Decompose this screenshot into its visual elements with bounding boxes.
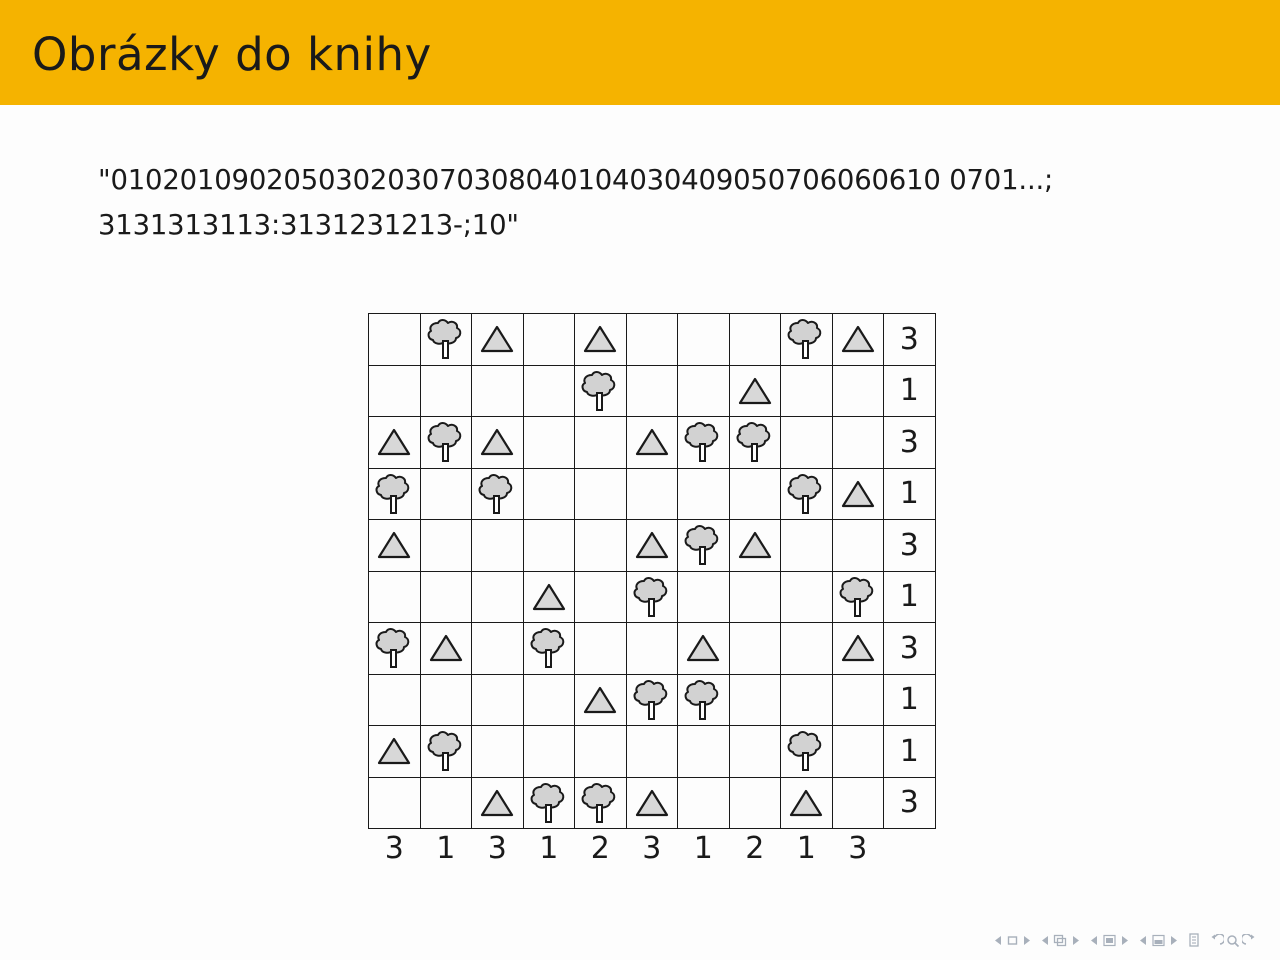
cell-tree[interactable] <box>523 623 575 675</box>
tent-icon-shape <box>377 530 411 560</box>
cell-empty[interactable] <box>369 777 421 829</box>
cell-empty[interactable] <box>781 674 833 726</box>
tent-icon-shape <box>532 582 566 612</box>
tree-icon-shape <box>529 781 569 825</box>
cell-empty[interactable] <box>729 726 781 778</box>
cell-tent[interactable] <box>369 520 421 572</box>
cell-empty[interactable] <box>523 468 575 520</box>
cell-empty[interactable] <box>729 468 781 520</box>
search-icon[interactable] <box>1226 934 1240 948</box>
cell-empty[interactable] <box>472 674 524 726</box>
cell-empty[interactable] <box>781 417 833 469</box>
clue-corner-spacer <box>884 829 936 878</box>
cell-empty[interactable] <box>729 623 781 675</box>
cell-empty[interactable] <box>832 365 884 417</box>
row-clue: 1 <box>884 365 936 417</box>
cell-empty[interactable] <box>575 571 627 623</box>
cell-empty[interactable] <box>472 623 524 675</box>
cell-empty[interactable] <box>575 468 627 520</box>
cell-empty[interactable] <box>472 571 524 623</box>
tent-icon-shape <box>789 788 823 818</box>
tent-icon-shape <box>686 633 720 663</box>
cell-tree[interactable] <box>369 468 421 520</box>
puzzle-row <box>369 623 936 675</box>
document-nav-group[interactable] <box>1187 933 1201 948</box>
cell-tree[interactable] <box>472 468 524 520</box>
tree-icon-shape <box>683 678 723 722</box>
next-slide-icon[interactable] <box>1070 935 1081 946</box>
history-nav-group[interactable] <box>1209 934 1257 948</box>
cell-empty[interactable] <box>369 314 421 366</box>
tree-icon-shape <box>632 678 672 722</box>
tent-icon-shape <box>738 376 772 406</box>
tent-icon-shape <box>583 324 617 354</box>
cell-empty[interactable] <box>420 468 472 520</box>
prev-slide-icon[interactable] <box>1040 935 1051 946</box>
column-clues-row <box>369 829 936 878</box>
prev-section-icon[interactable] <box>1138 935 1149 946</box>
cell-tent[interactable] <box>729 365 781 417</box>
cell-empty[interactable] <box>369 674 421 726</box>
cell-tent[interactable] <box>575 314 627 366</box>
cell-empty[interactable] <box>626 314 678 366</box>
cell-empty[interactable] <box>729 777 781 829</box>
cell-empty[interactable] <box>523 417 575 469</box>
puzzle-row <box>369 726 936 778</box>
tent-icon-shape <box>429 633 463 663</box>
cell-tent[interactable] <box>523 571 575 623</box>
tent-icon-shape <box>635 427 669 457</box>
cell-tree[interactable] <box>626 571 678 623</box>
cell-tree[interactable] <box>678 520 730 572</box>
cell-empty[interactable] <box>523 674 575 726</box>
cell-empty[interactable] <box>678 468 730 520</box>
cell-empty[interactable] <box>729 674 781 726</box>
cell-tent[interactable] <box>369 726 421 778</box>
cell-empty[interactable] <box>626 365 678 417</box>
tent-icon-shape <box>841 633 875 663</box>
tent-icon-shape <box>480 788 514 818</box>
column-clue: 2 <box>590 831 610 866</box>
cell-empty[interactable] <box>472 365 524 417</box>
cell-empty[interactable] <box>575 520 627 572</box>
cell-empty[interactable] <box>626 623 678 675</box>
subsection-nav-group[interactable] <box>1089 934 1130 947</box>
cell-tent[interactable] <box>832 314 884 366</box>
tent-icon-shape <box>377 427 411 457</box>
cell-empty[interactable] <box>575 726 627 778</box>
tree-icon-shape <box>786 729 826 773</box>
puzzle-row <box>369 777 936 829</box>
next-section-icon[interactable] <box>1168 935 1179 946</box>
tree-icon-shape <box>374 472 414 516</box>
column-clue: 3 <box>642 831 662 866</box>
cell-tent[interactable] <box>575 674 627 726</box>
tree-icon-shape <box>735 420 775 464</box>
slide-header-bar <box>0 0 1280 105</box>
code-listing <box>98 158 1258 247</box>
puzzle-row <box>369 674 936 726</box>
cell-tent[interactable] <box>369 417 421 469</box>
tent-icon-shape <box>841 479 875 509</box>
row-clue: 3 <box>884 520 936 572</box>
cell-empty[interactable] <box>626 726 678 778</box>
cell-empty[interactable] <box>420 520 472 572</box>
cell-empty[interactable] <box>420 571 472 623</box>
cell-empty[interactable] <box>729 314 781 366</box>
cell-empty[interactable] <box>832 726 884 778</box>
cell-tent[interactable] <box>626 417 678 469</box>
cell-empty[interactable] <box>575 623 627 675</box>
cell-empty[interactable] <box>781 365 833 417</box>
row-clue: 3 <box>884 623 936 675</box>
tree-icon-shape <box>426 729 466 773</box>
cell-empty[interactable] <box>523 726 575 778</box>
cell-empty[interactable] <box>678 726 730 778</box>
cell-empty[interactable] <box>832 674 884 726</box>
row-clue: 1 <box>884 726 936 778</box>
cell-tree[interactable] <box>781 468 833 520</box>
cell-empty[interactable] <box>781 571 833 623</box>
cell-tree[interactable] <box>729 417 781 469</box>
frame-nav-group[interactable] <box>993 935 1032 946</box>
cell-tent[interactable] <box>626 520 678 572</box>
puzzle-row <box>369 571 936 623</box>
forward-icon[interactable] <box>1242 934 1257 948</box>
next-frame-icon[interactable] <box>1021 935 1032 946</box>
prev-subsection-icon[interactable] <box>1089 935 1100 946</box>
cell-tree[interactable] <box>575 365 627 417</box>
cell-tent[interactable] <box>678 623 730 675</box>
cell-empty[interactable] <box>678 314 730 366</box>
beamer-navigation-bar[interactable] <box>993 933 1262 948</box>
cell-empty[interactable] <box>781 623 833 675</box>
cell-empty[interactable] <box>626 468 678 520</box>
cell-empty[interactable] <box>472 726 524 778</box>
tree-icon-shape <box>426 420 466 464</box>
cell-tree[interactable] <box>420 417 472 469</box>
row-clue: 3 <box>884 777 936 829</box>
cell-empty[interactable] <box>420 777 472 829</box>
cell-tree[interactable] <box>678 417 730 469</box>
cell-tent[interactable] <box>729 520 781 572</box>
cell-empty[interactable] <box>420 674 472 726</box>
row-clue: 3 <box>884 417 936 469</box>
cell-tent[interactable] <box>472 417 524 469</box>
tent-icon-shape <box>377 736 411 766</box>
cell-empty[interactable] <box>729 571 781 623</box>
puzzle-row <box>369 314 936 366</box>
cell-tree[interactable] <box>781 314 833 366</box>
cell-empty[interactable] <box>832 417 884 469</box>
tree-icon-shape <box>374 626 414 670</box>
cell-tent[interactable] <box>626 777 678 829</box>
cell-empty[interactable] <box>678 365 730 417</box>
column-clue: 2 <box>745 831 765 866</box>
cell-tree[interactable] <box>369 623 421 675</box>
puzzle-row <box>369 365 936 417</box>
tree-icon-shape <box>683 420 723 464</box>
cell-tree[interactable] <box>678 674 730 726</box>
cell-tree[interactable] <box>420 314 472 366</box>
tree-icon-shape <box>838 575 878 619</box>
tent-icon-shape <box>583 685 617 715</box>
tree-icon-shape <box>786 472 826 516</box>
cell-tree[interactable] <box>626 674 678 726</box>
tent-icon-shape <box>635 788 669 818</box>
code-line-1: "010201090205030203070308040104030409050706060610 0701...; <box>98 164 1054 196</box>
cell-empty[interactable] <box>832 777 884 829</box>
cell-tree[interactable] <box>575 777 627 829</box>
cell-empty[interactable] <box>523 314 575 366</box>
prev-frame-icon[interactable] <box>993 935 1004 946</box>
cell-empty[interactable] <box>575 417 627 469</box>
cell-empty[interactable] <box>523 365 575 417</box>
tents-puzzle-grid <box>368 313 936 877</box>
cell-empty[interactable] <box>369 365 421 417</box>
section-nav-group[interactable] <box>1138 934 1179 947</box>
column-clue: 3 <box>384 831 404 866</box>
tree-icon-shape <box>580 781 620 825</box>
cell-empty[interactable] <box>781 520 833 572</box>
tent-icon-shape <box>635 530 669 560</box>
cell-empty[interactable] <box>523 520 575 572</box>
column-clue: 1 <box>436 831 456 866</box>
document-icon[interactable] <box>1187 933 1201 948</box>
code-line-2: 3131313113:3131231213-;10" <box>98 208 519 241</box>
cell-tree[interactable] <box>781 726 833 778</box>
back-icon[interactable] <box>1209 934 1224 948</box>
column-clue: 1 <box>539 831 559 866</box>
cell-tent[interactable] <box>832 468 884 520</box>
tree-icon-shape <box>580 369 620 413</box>
cell-empty[interactable] <box>678 777 730 829</box>
column-clue: 3 <box>848 831 868 866</box>
puzzle-table <box>368 313 936 877</box>
cell-tree[interactable] <box>523 777 575 829</box>
current-frame-icon[interactable] <box>1006 935 1019 946</box>
tent-icon-shape <box>480 427 514 457</box>
puzzle-row <box>369 468 936 520</box>
cell-tent[interactable] <box>472 777 524 829</box>
cell-empty[interactable] <box>678 571 730 623</box>
cell-empty[interactable] <box>832 520 884 572</box>
tent-icon-shape <box>841 324 875 354</box>
tent-icon-shape <box>738 530 772 560</box>
cell-empty[interactable] <box>420 365 472 417</box>
row-clue: 1 <box>884 468 936 520</box>
cell-tree[interactable] <box>832 571 884 623</box>
cell-tent[interactable] <box>472 314 524 366</box>
tent-icon-shape <box>480 324 514 354</box>
page-title: Obrázky do knihy <box>32 28 432 81</box>
cell-empty[interactable] <box>472 520 524 572</box>
cell-tent[interactable] <box>781 777 833 829</box>
slide-nav-group[interactable] <box>1040 934 1081 947</box>
current-section-icon[interactable] <box>1151 934 1166 947</box>
column-clue: 1 <box>693 831 713 866</box>
tree-icon-shape <box>529 626 569 670</box>
column-clue: 3 <box>487 831 507 866</box>
row-clue: 1 <box>884 674 936 726</box>
current-slide-icon[interactable] <box>1053 934 1068 947</box>
cell-tent[interactable] <box>832 623 884 675</box>
cell-empty[interactable] <box>369 571 421 623</box>
tree-icon-shape <box>632 575 672 619</box>
puzzle-row <box>369 417 936 469</box>
tree-icon-shape <box>786 317 826 361</box>
row-clue: 3 <box>884 314 936 366</box>
tree-icon-shape <box>477 472 517 516</box>
cell-tent[interactable] <box>420 623 472 675</box>
tree-icon-shape <box>683 523 723 567</box>
next-subsection-icon[interactable] <box>1119 935 1130 946</box>
tree-icon-shape <box>426 317 466 361</box>
column-clue: 1 <box>796 831 816 866</box>
row-clue: 1 <box>884 571 936 623</box>
cell-tree[interactable] <box>420 726 472 778</box>
puzzle-row <box>369 520 936 572</box>
current-subsection-icon[interactable] <box>1102 934 1117 947</box>
